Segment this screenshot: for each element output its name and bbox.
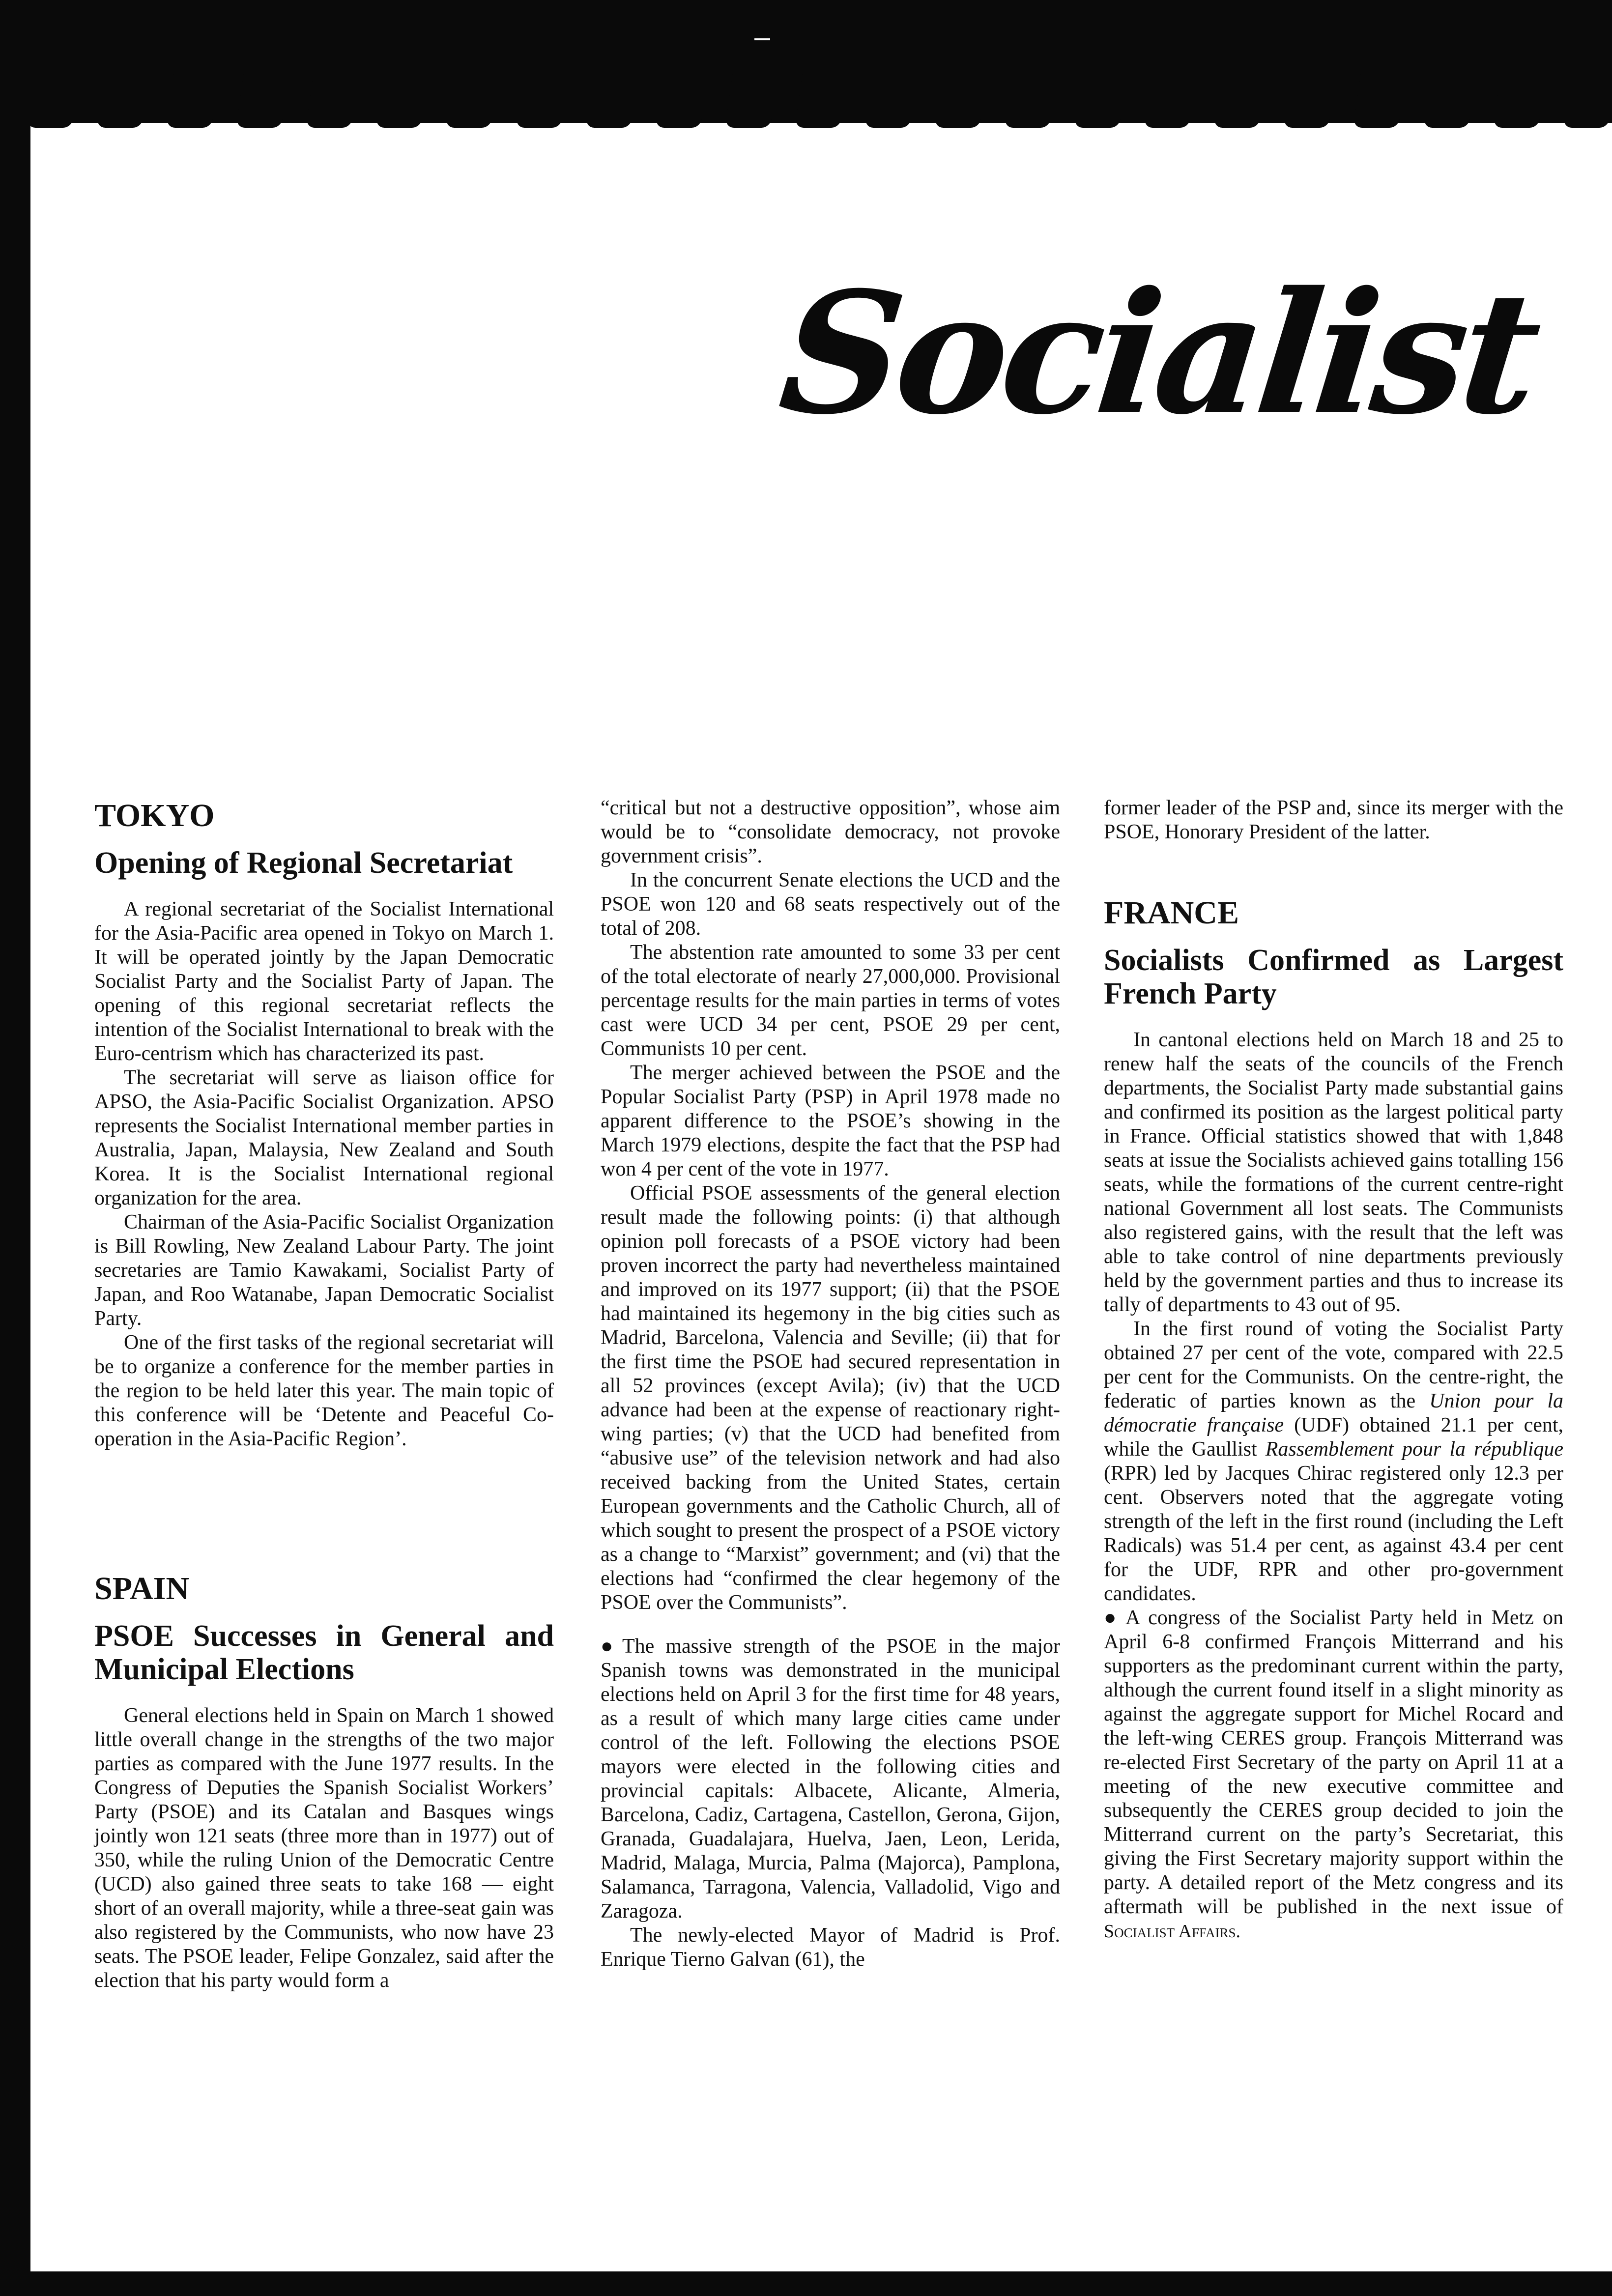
column-3 [1104, 796, 1563, 1944]
paragraph [1104, 1317, 1563, 1606]
binder-tab [585, 74, 638, 128]
paragraph: Chairman of the Asia-Pacific Socialist Organization is Bill Rowling, New Zealand Labour Party. The joint secretaries are Tamio Kawakami, Socialist Party of Japan, and Roo Watanabe, Japan Democratic Socialist Party. [94, 1211, 554, 1330]
spain-article [94, 1569, 554, 1993]
binder-tab [1214, 74, 1267, 128]
publication-name: Socialist Affairs. [1104, 1921, 1241, 1942]
paragraph: The merger achieved between the PSOE and the Popular Socialist Party (PSP) in April 1978 made no apparent difference to the PSOE’s showing in the March 1979 elections, despite the fact that the PSP had won 4 per cent of the vote in 1977. [601, 1062, 1060, 1180]
paragraph: In cantonal elections held on March 18 and 25 to renew half the seats of the councils of the French departments, the Socialist Party made substantial gains and confirmed its position as the largest political party in France. Official statistics showed that with 1,848 seats at issue the Socialists achieved gains totalling 156 seats, while the formations of the current centre-right national Government all lost seats. The Communists also registered gains, with the result that the left was able to take control of nine departments previously held by the government parties and thus to increase its tally of departments to 43 out of 95. [1104, 1029, 1563, 1316]
udf-name: Union pour la démocratie française [1104, 1390, 1564, 1436]
binder-tab [1074, 74, 1126, 128]
headline-spain: PSOE Successes in General and Municipal Elections [94, 1619, 554, 1686]
rpr-name: Rassemblement pour la république [1265, 1438, 1563, 1461]
binder-tab [795, 74, 847, 128]
region-heading-spain: SPAIN [94, 1571, 190, 1607]
text-run: (RPR) led by Jacques Chirac registered only 12.3 per cent. Observers noted that the aggregate voting strength of the left in the first round (including the Left Radicals) was 51.4 per cent, as against 43.4 per cent for the UDF, RPR and other pro-government candidates. [1104, 1462, 1563, 1605]
left-border [0, 0, 30, 2296]
binder-tab [864, 74, 917, 128]
paragraph: The newly-elected Mayor of Madrid is Prof. Enrique Tierno Galvan (61), the [601, 1924, 1060, 1971]
binder-tab [27, 74, 79, 128]
headline-tokyo: Opening of Regional Secretariat [94, 846, 513, 880]
binder-tab [1423, 74, 1476, 128]
binder-tab [376, 74, 429, 128]
bullet-paragraph [1104, 1606, 1563, 1944]
bullet-paragraph: ● The massive strength of the PSOE in the major Spanish towns was demonstrated in the municipal elections held on April 3 for the first time for 48 years, as a result of which many large cities came under control of the left. Following the elections PSOE mayors were elected in the following cities and provincial capitals: Albacete, Alicante, Almeria, Barcelona, Cadiz, Cartagena, Castellon, Gerona, Gijon, Granada, Guadalajara, Huelva, Jaen, Leon, Lerida, Madrid, Malaga, Murcia, Palma (Majorca), Pamplona, Salamanca, Tarragona, Valencia, Valladolid, Vigo and Zaragoza. [601, 1635, 1060, 1923]
binder-tab [96, 74, 149, 128]
text-run: In the first round of voting the Socialist Party obtained 27 per cent of the vote, compared with 22.5 per cent for the Communists. On the centre-right, the federatic of parties known as the [1104, 1318, 1563, 1412]
binder-tab [1004, 74, 1057, 128]
binder-tab [655, 74, 708, 128]
region-heading-tokyo: TOKYO [94, 798, 215, 833]
binder-tab [1144, 74, 1197, 128]
paragraph-continued: “critical but not a destructive opposition”, whose aim would be to “consolidate democracy, not provoke government crisis”. [601, 797, 1060, 867]
binder-tab [934, 74, 987, 128]
binder-tab [1493, 74, 1546, 128]
paragraph: One of the first tasks of the regional secretariat will be to organize a conference for the member parties in the region to be held later this year. The main topic of this conference will be ‘Detente and Peaceful Co-operation in the Asia-Pacific Region’. [94, 1331, 554, 1450]
france-article [1104, 893, 1563, 1944]
region-heading-france: FRANCE [1104, 895, 1239, 931]
binder-tab [1353, 74, 1406, 128]
text-run: A congress of the Socialist Party held in Metz on April 6-8 confirmed François Mitterrand and his supporters as the predominant current within the party, although the current found itself in a slight minority as against the aggregate support for Michel Rocard and the left-wing CERES group. François Mitterrand was re-elected First Secretary of the party on April 11 at a meeting of the new executive committee and subsequently the CERES group decided to join the Mitterrand current on the party’s Secretariat, this giving the First Secretary majority support within the party. A detailed report of the Metz congress and its aftermath will be published in the next issue of [1104, 1607, 1563, 1918]
column-1 [94, 796, 554, 1993]
top-tick-mark [754, 38, 770, 40]
headline-france: Socialists Confirmed as Largest French Party [1104, 944, 1563, 1010]
column-2 [601, 796, 1060, 1972]
binder-tab [1284, 74, 1336, 128]
paragraph: In the concurrent Senate elections the UCD and the PSOE won 120 and 68 seats respectively out of the total of 208. [601, 869, 1060, 940]
paragraph: General elections held in Spain on March 1 showed little overall change in the strengths of the two major parties as compared with the June 1977 results. In the Congress of Deputies the Spanish Socialist Workers’ Party (PSOE) and its Catalan and Basques wings jointly won 121 seats (three more than in 1977) out of 350, while the ruling Union of the Democratic Centre (UCD) also gained three seats to take 168 — eight short of an overall majority, while a three-seat gain was also registered by the Communists, who now have 23 seats. The PSOE leader, Felipe Gonzalez, said after the election that his party would form a [94, 1704, 554, 1992]
binder-tab [166, 74, 219, 128]
bottom-border [0, 2271, 1612, 2296]
binder-tab [725, 74, 777, 128]
binder-tab [236, 74, 289, 128]
binder-tab [446, 74, 498, 128]
paragraph: A regional secretariat of the Socialist International for the Asia-Pacific area opened in Tokyo on March 1. It will be operated jointly by the Japan Democratic Socialist Party and the Socialist Party of Japan. The opening of this regional secretariat reflects the intention of the Socialist International to break with the Euro-centrism which has characterized its past. [94, 898, 554, 1065]
masthead-logo: Socialist [772, 256, 1544, 452]
paragraph: The secretariat will serve as liaison office for APSO, the Asia-Pacific Socialist Organization. APSO represents the Socialist International member parties in Australia, Japan, Malaysia, New Zealand and South Korea. It is the Socialist International regional organization for the area. [94, 1066, 554, 1209]
paragraph-continued: former leader of the PSP and, since its merger with the PSOE, Honorary President of the latter. [1104, 797, 1563, 843]
binder-tab [306, 74, 359, 128]
binder-tab [516, 74, 568, 128]
paragraph: The abstention rate amounted to some 33 per cent of the total electorate of nearly 27,000,000. Provisional percentage results for the main parties in terms of votes cast were UCD 34 per cent, PSOE 29 per cent, Communists 10 per cent. [601, 941, 1060, 1060]
binder-tab [1563, 74, 1612, 128]
binder-tab-strip [30, 74, 1612, 133]
text-run: (UDF) obtained 21.1 per cent, while the Gaullist [1104, 1414, 1564, 1461]
paragraph: Official PSOE assessments of the general election result made the following points: (i) that although opinion poll forecasts of a PSOE victory had been proven incorrect the party had nevertheless maintained and improved on its 1977 support; (ii) that the PSOE had maintained its hegemony in the big cities such as Madrid, Barcelona, Valencia and Seville; (ii) that for the first time the PSOE had secured representation in all 52 provinces (except Avila); (iv) that the UCD advance had been at the expense of reactionary right-wing parties; (v) that the UCD had benefited from “abusive use” of the television network and had also received backing from the United States, certain European governments and the Catholic Church, all of which sought to present the prospect of a PSOE victory as a change to “Marxist” government; and (vi) that the elections had “confirmed the clear hegemony of the PSOE over the Communists”. [601, 1182, 1060, 1614]
